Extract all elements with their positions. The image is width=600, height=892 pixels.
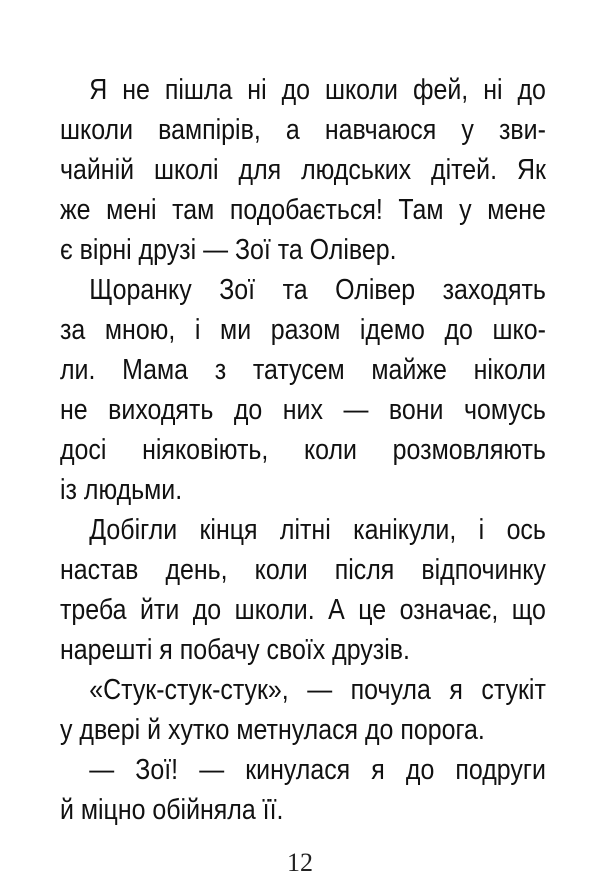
- text-line: Добігли кінця літні канікули, і ось: [89, 514, 546, 546]
- text-line: за мною, і ми разом ідемо до шко-: [60, 314, 546, 346]
- text-line: й міцно обійняла її.: [60, 794, 284, 826]
- text-line: настав день, коли після відпочинку: [60, 554, 546, 586]
- text-line: — Зої! — кинулася я до подруги: [89, 754, 546, 786]
- paragraph-2: [60, 270, 546, 510]
- text-line: же мені там подобається! Там у мене: [60, 194, 546, 226]
- text-line: треба йти до школи. А це означає, що: [60, 594, 546, 626]
- text-line: у двері й хутко метнулася до порога.: [60, 714, 485, 746]
- text-line: Щоранку Зої та Олівер заходять: [89, 274, 546, 306]
- text-line: ли. Мама з татусем майже ніколи: [60, 354, 546, 386]
- book-page-text: [60, 70, 546, 830]
- text-line: «Стук-стук-стук», — почула я стукіт: [89, 674, 546, 706]
- text-line: нарешті я побачу своїх друзів.: [60, 634, 410, 666]
- text-line: чайній школі для людських дітей. Як: [60, 154, 546, 186]
- paragraph-5: [60, 750, 546, 830]
- paragraph-1: [60, 70, 546, 270]
- text-line: школи вампірів, а навчаюся у зви-: [60, 114, 546, 146]
- paragraph-3: [60, 510, 546, 670]
- text-line: із людьми.: [60, 474, 183, 506]
- text-line: Я не пішла ні до школи фей, ні до: [89, 74, 546, 106]
- page-number: 12: [287, 848, 313, 877]
- paragraph-4: [60, 670, 546, 750]
- text-line: досі ніяковіють, коли розмовляють: [60, 434, 546, 466]
- text-line: не виходять до них — вони чомусь: [60, 394, 546, 426]
- text-line: є вірні друзі — Зої та Олівер.: [60, 234, 397, 266]
